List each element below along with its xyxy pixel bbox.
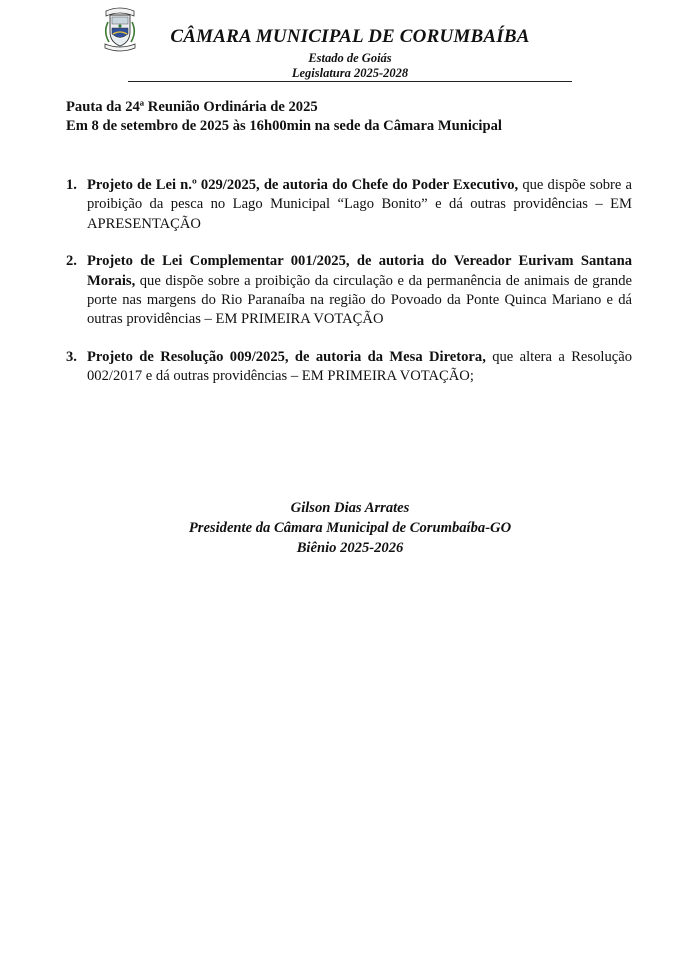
agenda-item-number: 3. [66,348,77,365]
agenda-item-title: Projeto de Lei n.º 029/2025, de autoria do Chefe do Poder Executivo, [87,177,519,193]
agenda-list [66,176,632,405]
agenda-item-description: que altera a Resolução 002/2017 e dá outras providências – EM PRIMEIRA VOTAÇÃO; [87,348,632,385]
agenda-item-description: que dispõe sobre a proibição da pesca no Lago Municipal “Lago Bonito” e dá outras providências – EM APRESENTAÇÃO [87,177,633,232]
meeting-date-location: Em 8 de setembro de 2025 às 16h00min na sede da Câmara Municipal [66,118,502,134]
signatory-name: Gilson Dias Arrates [290,500,410,516]
agenda-item-number: 1. [66,177,77,193]
signatory-term: Biênio 2025-2026 [296,540,404,556]
signatory-role: Presidente da Câmara Municipal de Corumbaíba-GO [188,520,512,536]
agenda-item [66,252,632,330]
agenda-item-description: que dispõe sobre a proibição da circulação e da permanência de animais de grande porte nas margens do Rio Paranaíba na região do Povoado da Ponte Quinca Mariano e dá outras providências – EM PRIMEIRA VOTAÇÃO [87,272,632,328]
agenda-item [66,348,632,387]
agenda-item [66,176,632,234]
agenda-item-number: 2. [66,253,77,270]
agenda-item-title: Projeto de Lei Complementar 001/2025, de autoria do Vereador Eurivam Santana Morais, [87,253,632,289]
state-name: Estado de Goiás [308,51,392,65]
agenda-item-title: Projeto de Resolução 009/2025, de autoria da Mesa Diretora, [87,348,486,365]
meeting-heading [66,98,626,136]
chamber-title: CÂMARA MUNICIPAL DE CORUMBAÍBA [170,26,530,47]
header-divider [128,81,572,82]
legislature-period: Legislatura 2025-2028 [291,66,409,80]
signature-block [100,498,600,558]
meeting-title: Pauta da 24ª Reunião Ordinária de 2025 [66,99,318,115]
